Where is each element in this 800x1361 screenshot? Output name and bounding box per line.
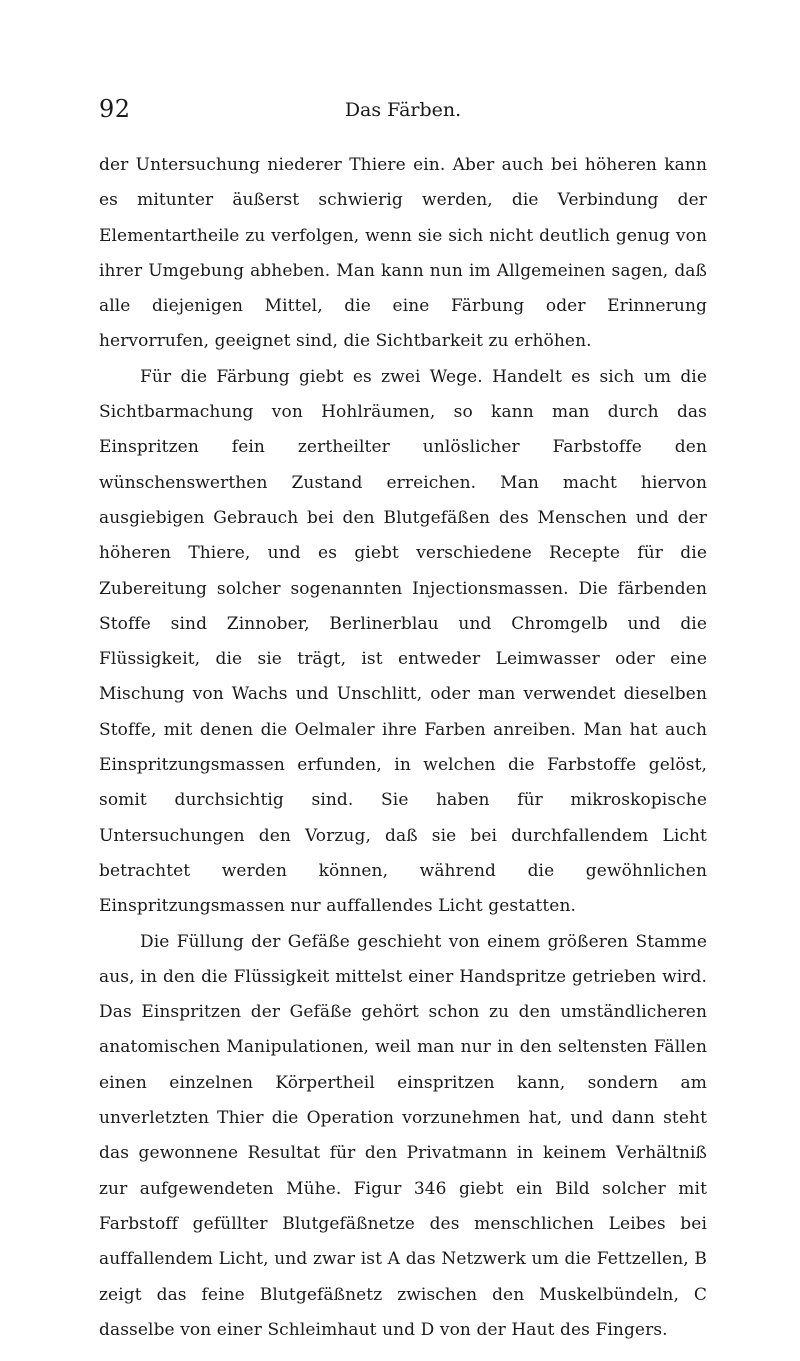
page-number: 92: [99, 95, 131, 123]
page-header: [99, 94, 707, 130]
paragraph-2: Für die Färbung giebt es zwei Wege. Handelt es sich um die Sichtbarmachung von Hohlräumen, so kann man durch das Einspritzen fein zertheilter unlöslicher Farbstoffe den wünschenswerthen Zustand erreichen. Man macht hiervon ausgiebigen Gebrauch bei den Blutgefäßen des Menschen und der höheren Thiere, und es giebt verschiedene Recepte für die Zubereitung solcher sogenannten Injectionsmassen. Die färbenden Stoffe sind Zinnober, Berlinerblau und Chromgelb und die Flüssigkeit, die sie trägt, ist entweder Leimwasser oder eine Mischung von Wachs und Unschlitt, oder man verwendet dieselben Stoffe, mit denen die Oelmaler ihre Farben anreiben. Man hat auch Einspritzungsmassen erfunden, in welchen die Farbstoffe gelöst, somit durchsichtig sind. Sie haben für mikroskopische Untersuchungen den Vorzug, daß sie bei durchfallendem Licht betrachtet werden können, während die gewöhnlichen Einspritzungsmassen nur auffallendes Licht gestatten.: [99, 366, 707, 917]
paragraph-3: Die Füllung der Gefäße geschieht von einem größeren Stamme aus, in den die Flüssigkeit mittelst einer Handspritze getrieben wird. Das Einspritzen der Gefäße gehört schon zu den umständlicheren anatomischen Manipulationen, weil man nur in den seltensten Fällen einen einzelnen Körpertheil einspritzen kann, sondern am unverletzten Thier die Operation vorzunehmen hat, und dann steht das gewonnene Resultat für den Privatmann in keinem Verhältniß zur aufgewendeten Mühe. Figur 346 giebt ein Bild solcher mit Farbstoff gefüllter Blutgefäßnetze des menschlichen Leibes bei auffallendem Licht, und zwar ist A das Netzwerk um die Fettzellen, B zeigt das feine Blutgefäßnetz zwischen den Muskelbündeln, C dasselbe von einer Schleimhaut und D von der Haut des Fingers.: [99, 931, 707, 1340]
body-text: [99, 148, 707, 1348]
running-title: Das Färben.: [344, 99, 462, 121]
paragraph-1: der Untersuchung niederer Thiere ein. Aber auch bei höheren kann es mitunter äußerst schwierig werden, die Verbindung der Elementartheile zu verfolgen, wenn sie sich nicht deutlich genug von ihrer Umgebung abheben. Man kann nun im Allgemeinen sagen, daß alle diejenigen Mittel, die eine Färbung oder Erinnerung hervorrufen, geeignet sind, die Sichtbarkeit zu erhöhen.: [99, 155, 707, 352]
